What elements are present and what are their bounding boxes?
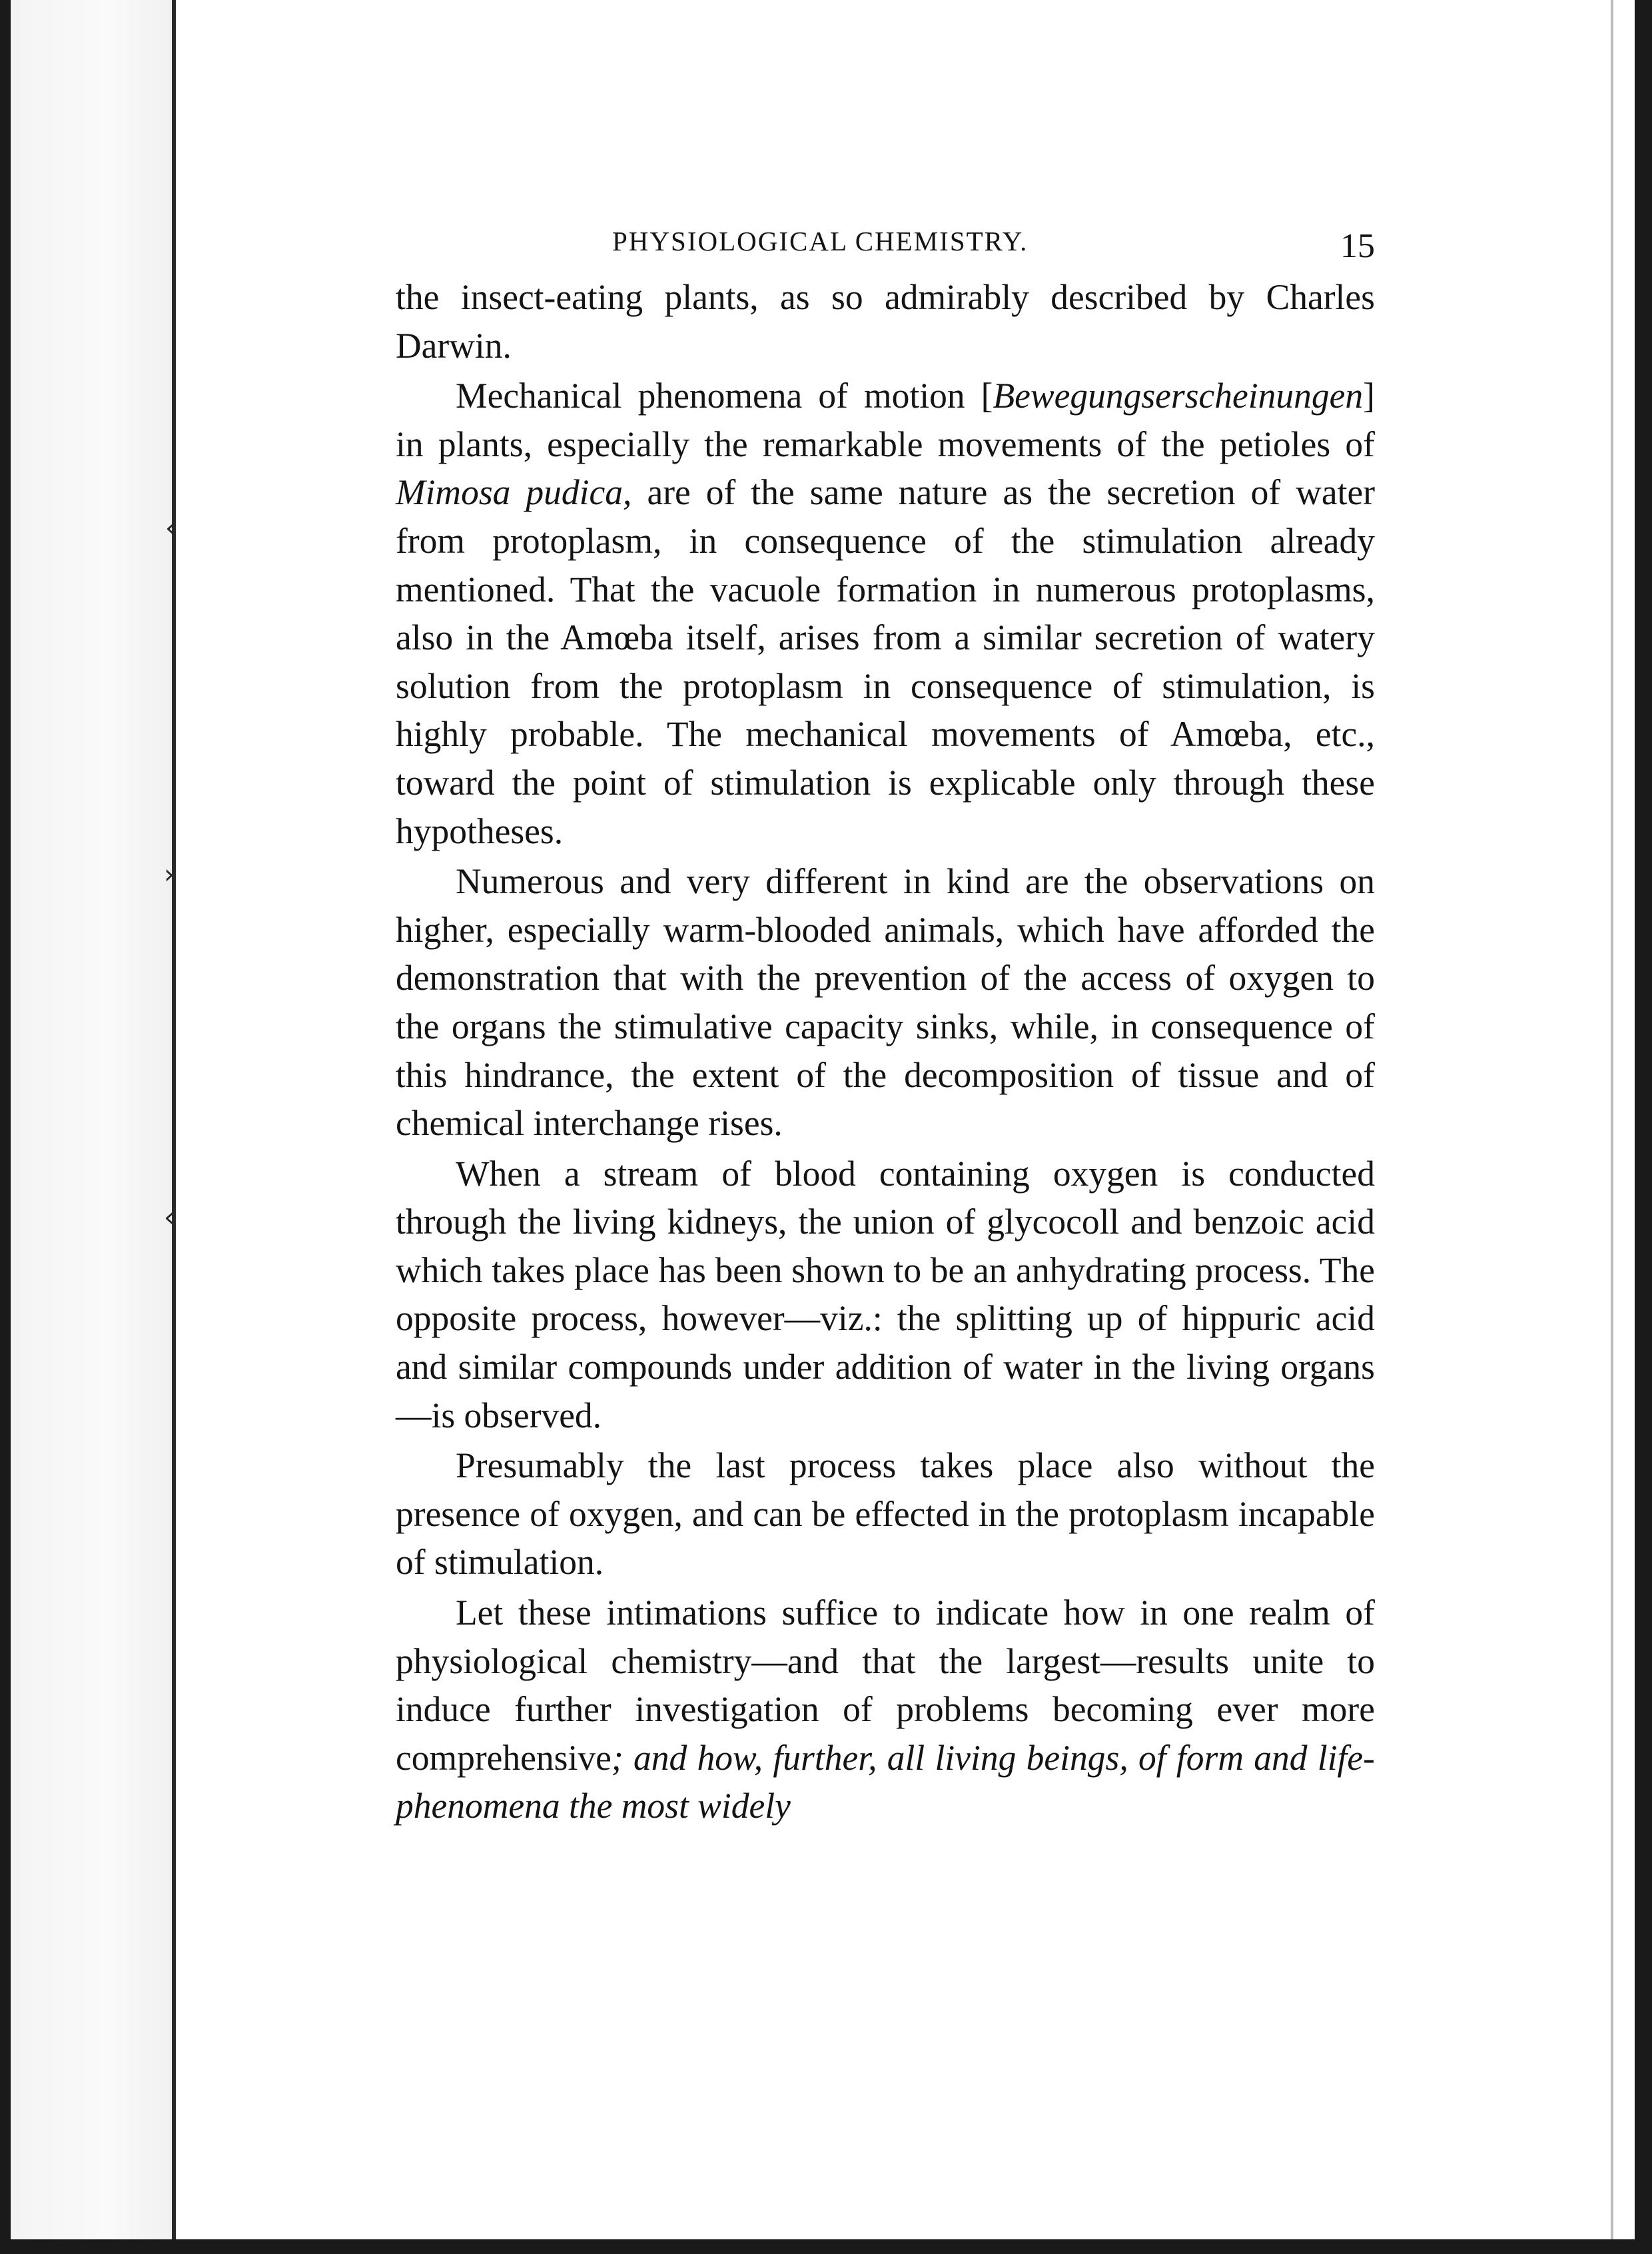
gutter-tick-mark: ‹ [164,1202,175,1233]
gutter-tick-mark: › [164,859,175,890]
paragraph-text: Presumably the last process takes place also without the presence of oxygen, and can be effected in the protoplasm incapable of stimulation. [396,1445,1375,1583]
gutter-edge-line [172,0,176,2239]
right-edge-line [1611,0,1613,2239]
paragraph-text: When a stream of blood containing oxygen is conducted through the living kidneys, the union of glycocoll and benzoic acid which takes place has been shown to be an anhydrating process. The opposite process, however—viz.: the splitting up of hippuric acid and similar compounds under addition of water in the living organs—is observed. [396,1153,1375,1435]
italic-text: ; and how, further, all living beings, of form and life-phenomena the most widely [396,1737,1375,1826]
running-title: PHYSIOLOGICAL CHEMISTRY. [612,226,1029,256]
scan-border-bottom [0,2239,1652,2254]
body-text [396,273,1375,1830]
paragraph-text: Mechanical phenomena of motion [ [456,376,993,416]
paragraph [396,1589,1375,1830]
scan-border-left [0,0,11,2254]
paragraph [396,857,1375,1148]
paragraph-text: Numerous and very different in kind are the observations on higher, especially warm-blooded animals, which have afforded the demonstration that with the prevention of the access of oxygen to the organs the stimulative capacity sinks, while, in consequence of this hindrance, the extent of the decomposition of tissue and of chemical interchange rises. [396,861,1375,1144]
paragraph-text: Let these intimations suffice to indicate how in one realm of physiological chemistry—and that the largest—results unite to induce further investigation of problems becoming ever more comprehensive [396,1593,1375,1778]
paragraph [396,1150,1375,1440]
gutter-tick-mark: ‹ [165,513,176,544]
page-gutter [11,0,173,2239]
paragraph-text: ] in plants, especially the remarkable movements of the petioles of [396,376,1375,464]
paragraph-text: are of the same nature as the secretion of water from protoplasm, in consequence of the stimulation already mentioned. That the vacuole formation in numerous protoplasms, also in the Amœba itself, arises from a similar secretion of watery solution from the protoplasm in consequence of stimulation, is highly probable. The mechanical movements of Amœba, etc., toward the point of stimulation is explicable only through these hypotheses. [396,472,1376,851]
page-number: 15 [1340,227,1375,265]
running-header [396,213,1375,273]
paragraph [396,1441,1375,1587]
scan-border-right [1635,0,1652,2254]
paragraph [396,372,1375,855]
paragraph-text: the insect-eating plants, as so admirably described by Charles Darwin. [396,277,1375,366]
paragraph [396,273,1375,370]
italic-term: Mimosa pudica, [396,472,632,513]
italic-term: Bewegungserscheinungen [993,376,1364,416]
book-page [396,213,1375,1830]
